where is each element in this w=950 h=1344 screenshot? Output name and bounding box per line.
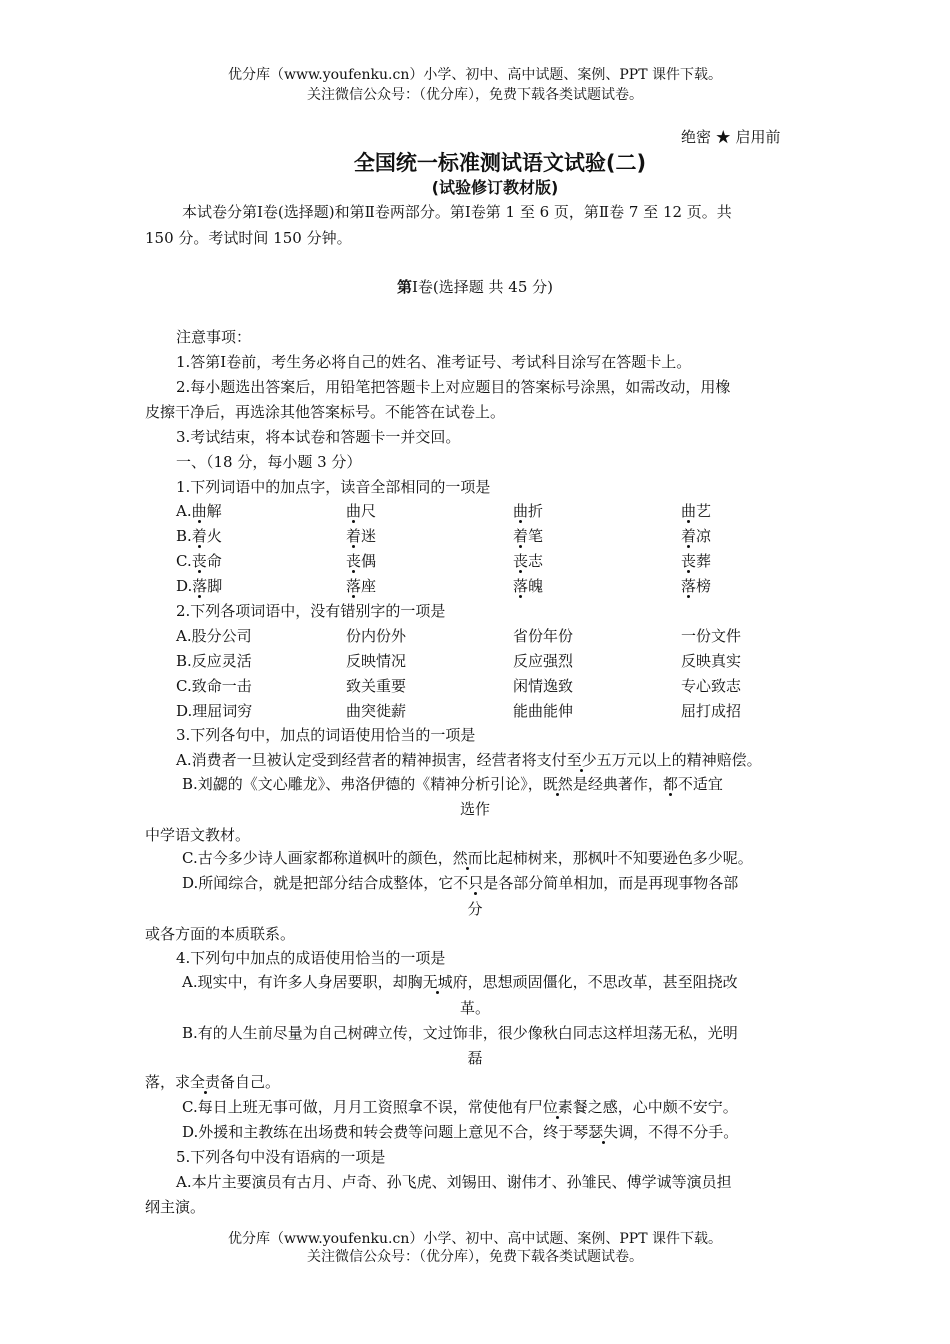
q4-option-c: C.每日上班无事可做，月月工资照拿不误，常使他有尸位素餐之感，心中颇不安宁。 xyxy=(182,1098,738,1116)
part-heading-bold: 第 xyxy=(396,278,412,296)
notes-title: 注意事项： xyxy=(176,328,252,346)
q4-option-d: D.外援和主教练在出场费和转会费等问题上意见不合，终于琴瑟失调，不得不分手。 xyxy=(182,1123,739,1141)
q2-option-d-3: 能曲能伸 xyxy=(513,702,574,720)
q1-stem: 1.下列词语中的加点字，读音全部相同的一项是 xyxy=(176,478,491,496)
intro-line-1: 本试卷分第Ⅰ卷(选择题)和第Ⅱ卷两部分。第Ⅰ卷第 1 至 6 页，第Ⅱ卷 7 至 12 页。共 xyxy=(182,203,732,221)
q3-option-d: D.所闻综合，就是把部分结合成整体，它不只是各部分简单相加，而是再现事物各部 xyxy=(182,874,739,892)
q3-option-b: B.刘勰的《文心雕龙》、弗洛伊德的《精神分析引论》，既然是经典著作，都不适宜 xyxy=(182,775,723,793)
q1-option-a-4: 曲艺 xyxy=(681,502,712,520)
q1-option-c-1: C.丧命 xyxy=(176,552,222,570)
q3-option-c: C.古今多少诗人画家都称道枫叶的颜色，然而比起柿树来，那枫叶不知要逊色多少呢。 xyxy=(182,849,753,867)
q2-option-c-3: 闲情逸致 xyxy=(513,677,574,695)
footer-line-2: 关注微信公众号：（优分库），免费下载各类试题试卷。 xyxy=(307,1249,643,1265)
q4-stem: 4.下列句中加点的成语使用恰当的一项是 xyxy=(176,949,446,967)
q4-option-a: A.现实中，有许多人身居要职，却胸无城府，思想顽固僵化，不思改革，甚至阻挠改 xyxy=(182,973,738,991)
q2-option-a-3: 省份年份 xyxy=(513,627,574,645)
q1-option-b-4: 着凉 xyxy=(681,527,712,545)
q2-option-b-1: B.反应灵活 xyxy=(176,652,252,670)
page-subtitle: (试验修订教材版) xyxy=(431,178,559,197)
q3-stem: 3.下列各句中，加点的词语使用恰当的一项是 xyxy=(176,726,476,744)
q1-option-b-2: 着迷 xyxy=(346,527,377,545)
note-1: 1.答第Ⅰ卷前，考生务必将自己的姓名、准考证号、考试科目涂写在答题卡上。 xyxy=(176,353,692,371)
q1-option-d-2: 落座 xyxy=(346,577,377,595)
q2-option-a-4: 一份文件 xyxy=(681,627,742,645)
part-heading-rest: Ⅰ卷(选择题 共 45 分) xyxy=(411,278,554,296)
q2-option-c-4: 专心致志 xyxy=(681,677,742,695)
q1-option-d-3: 落魄 xyxy=(513,577,544,595)
q2-option-b-2: 反映情况 xyxy=(346,652,407,670)
q5-option-a-line-1: A.本片主要演员有古月、卢奇、孙飞虎、刘锡田、谢伟才、孙雏民、傅学诚等演员担 xyxy=(176,1173,732,1191)
q2-option-b-4: 反映真实 xyxy=(681,652,742,670)
header-line-2: 关注微信公众号：（优分库），免费下载各类试题试卷。 xyxy=(307,87,643,103)
note-2-line-1: 2.每小题选出答案后，用铅笔把答题卡上对应题目的答案标号涂黑，如需改动，用橡 xyxy=(176,378,731,396)
q3-option-d-wrap: 分 xyxy=(467,900,483,918)
q4-option-b: B.有的人生前尽量为自己树碑立传，文过饰非，很少像秋白同志这样坦荡无私，光明 xyxy=(182,1024,738,1042)
q1-option-c-4: 丧葬 xyxy=(681,552,712,570)
q2-option-d-1: D.理屈词穷 xyxy=(176,702,253,720)
q1-option-b-3: 着笔 xyxy=(513,527,544,545)
note-2-line-2: 皮擦干净后，再选涂其他答案标号。不能答在试卷上。 xyxy=(145,403,506,421)
q2-option-a-1: A.股分公司 xyxy=(176,627,252,645)
q3-option-b-wrap: 选作 xyxy=(459,800,490,818)
q2-option-c-2: 致关重要 xyxy=(346,677,407,695)
q2-option-d-2: 曲突徙薪 xyxy=(346,702,407,720)
q2-option-d-4: 屈打成招 xyxy=(681,702,742,720)
q1-option-c-3: 丧志 xyxy=(513,552,544,570)
q1-option-a-3: 曲折 xyxy=(513,502,544,520)
note-3: 3.考试结束，将本试卷和答题卡一并交回。 xyxy=(176,428,461,446)
q1-option-a-2: 曲尺 xyxy=(346,502,377,520)
q5-stem: 5.下列各句中没有语病的一项是 xyxy=(176,1148,386,1166)
q1-option-d-1: D.落脚 xyxy=(176,577,223,595)
q3-option-b-cont: 中学语文教材。 xyxy=(145,826,251,844)
q1-option-c-2: 丧偶 xyxy=(346,552,377,570)
confidential-mark: 绝密 ★ 启用前 xyxy=(681,128,781,146)
section-heading: 一、（18 分，每小题 3 分） xyxy=(176,453,362,471)
q4-option-b-wrap: 磊 xyxy=(467,1049,483,1067)
q5-option-a-line-2: 纲主演。 xyxy=(145,1198,206,1216)
q2-option-a-2: 份内份外 xyxy=(346,627,407,645)
page-title: 全国统一标准测试语文试验(二) xyxy=(353,151,647,175)
header-line-1: 优分库（www.youfenku.cn）小学、初中、高中试题、案例、PPT 课件下载。 xyxy=(227,67,722,83)
q4-option-b-cont: 落，求全责备自己。 xyxy=(145,1073,281,1091)
q3-option-d-cont: 或各方面的本质联系。 xyxy=(145,925,296,943)
q1-option-a-1: A.曲解 xyxy=(176,502,222,520)
footer-line-1: 优分库（www.youfenku.cn）小学、初中、高中试题、案例、PPT 课件下载。 xyxy=(227,1231,722,1247)
q2-option-c-1: C.致命一击 xyxy=(176,677,252,695)
q4-option-a-wrap: 革。 xyxy=(459,999,490,1017)
q3-option-a: A.消费者一旦被认定受到经营者的精神损害，经营者将支付至少五万元以上的精神赔偿。 xyxy=(176,751,762,769)
part-heading xyxy=(0,277,950,297)
q2-stem: 2.下列各项词语中，没有错别字的一项是 xyxy=(176,602,446,620)
q2-option-b-3: 反应强烈 xyxy=(513,652,574,670)
q1-option-b-1: B.着火 xyxy=(176,527,222,545)
intro-line-2: 150 分。考试时间 150 分钟。 xyxy=(145,229,352,247)
q1-option-d-4: 落榜 xyxy=(681,577,712,595)
